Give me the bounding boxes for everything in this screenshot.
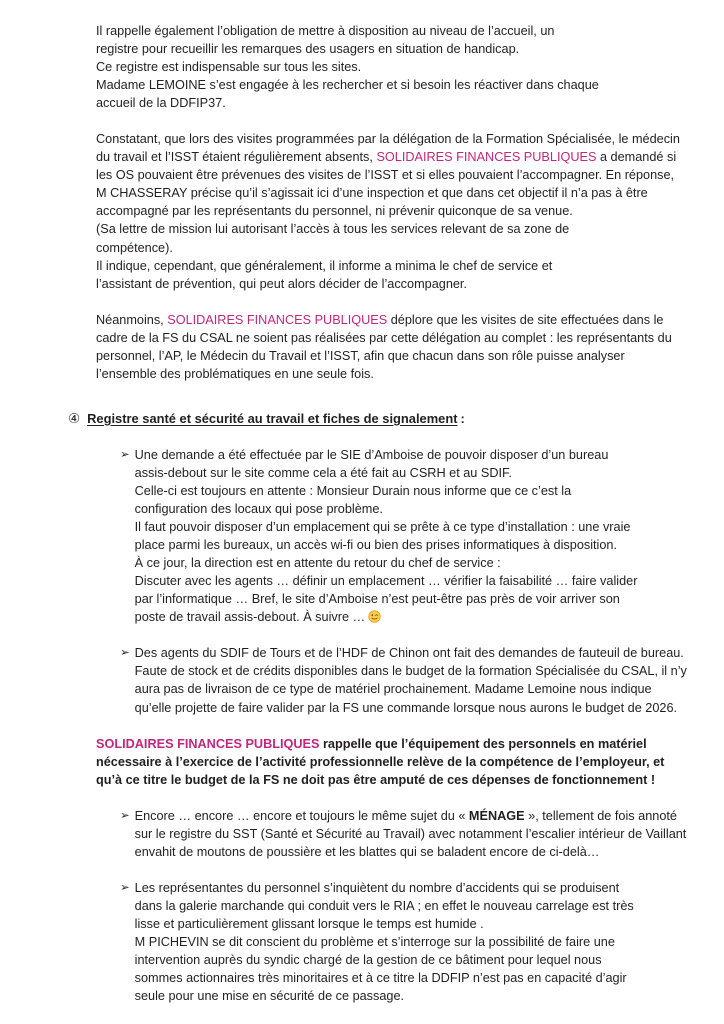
bullet-arrow-icon: ➢ — [120, 881, 130, 894]
paragraph-neanmoins — [96, 311, 688, 383]
lettre-line-1: (Sa lettre de mission lui autorisant l’accès à tous les services relevant de sa zone de — [96, 222, 570, 237]
spacer — [60, 717, 688, 735]
accidents-line-6: sommes actionnaires très minoritaires et à ce titre la DDFIP n’est pas en capacité d’agir — [134, 971, 627, 986]
bullet-arrow-icon: ➢ — [120, 647, 130, 660]
menage-text-part-2: », tellement de fois annoté sur le registre du SST (Santé et Sécurité au Travail) avec notamment l’escalier intérieur de Vaillant envahit de moutons de poussière et les blattes qui se baladent encore de ci-delà… — [134, 808, 687, 859]
bullet-line-10 — [135, 608, 688, 626]
org-name-inline: SOLIDAIRES FINANCES PUBLIQUES — [376, 150, 597, 165]
paragraph-registre-accueil — [96, 22, 688, 112]
section-title: Registre santé et sécurité au travail et fiches de signalement — [87, 410, 458, 426]
menage-text-part-1: Encore … encore … encore et toujours le même sujet du « — [134, 808, 469, 823]
bullet-demande-bureau — [120, 446, 688, 626]
spacer — [60, 789, 688, 807]
bullet-line-3: Celle-ci est toujours en attente : Monsieur Durain nous informe que ce c’est la — [134, 483, 572, 498]
intro-line-3: Ce registre est indispensable sur tous les sites. — [96, 60, 362, 75]
section-heading — [68, 410, 688, 428]
bullet-line-6: place parmi les bureaux, un accès wi-fi ou bien des prises informatiques à disposition. — [134, 538, 618, 553]
accidents-line-1: Les représentantes du personnel s’inquiètent du nombre d’accidents qui se produisent — [134, 880, 620, 895]
accidents-line-4: M PICHEVIN se dit conscient du problème et s’interroge sur la possibilité de faire une — [134, 934, 615, 949]
bullet-line-7: À ce jour, la direction est en attente du retour du chef de service : — [134, 556, 501, 571]
spacer — [60, 293, 688, 311]
bullet-menage — [120, 807, 688, 861]
intro-line-4: Madame LEMOINE s’est engagée à les rechercher et si besoin les réactiver dans chaque — [96, 78, 599, 93]
winking-face-emoji — [368, 610, 381, 623]
bullet-fauteuils-text: Des agents du SDIF de Tours et de l’HDF de Chinon ont fait des demandes de fauteuil de bureau. Faute de stock et de crédits disponibles dans le budget de la formation Spécialisée du CSAL, il n’y aura pas de livraison de ce type de matériel prochainement. Madame Lemoine nous indique qu’elle projette de faire valider par la FS une commande lorsque nous aurons le budget de 2026. — [134, 646, 687, 715]
intro-line-1: Il rappelle également l’obligation de mettre à disposition au niveau de l’accueil, un — [96, 24, 555, 38]
bullet-line-9: par l’informatique … Bref, le site d’Amboise n’est peut-être pas près de voir arriver son — [134, 592, 620, 607]
spacer — [60, 428, 688, 446]
bullet-line-8: Discuter avec les agents … définir un emplacement … vérifier la faisabilité … faire valider — [134, 574, 638, 589]
accidents-line-2: dans la galerie marchande qui conduit vers le RIA ; en effet le nouveau carrelage est très — [134, 898, 634, 913]
spacer — [60, 401, 688, 410]
bullet-line-10-text: poste de travail assis-debout. À suivre … — [134, 610, 366, 625]
org-name-inline: SOLIDAIRES FINANCES PUBLIQUES — [96, 736, 320, 751]
accidents-line-7: seule pour une mise en sécurité de ce passage. — [134, 989, 405, 1004]
circled-number-icon: ④ — [68, 410, 81, 426]
bullet-arrow-icon: ➢ — [120, 809, 130, 822]
indique-line-1: Il indique, cependant, que généralement, il informe a minima le chef de service et — [96, 258, 553, 273]
bullet-line-1: Une demande a été effectuée par le SIE d’Amboise de pouvoir disposer d’un bureau — [134, 447, 609, 462]
section-title-colon: : — [460, 410, 465, 426]
rappelle-text: rappelle que l’équipement des personnels en matériel nécessaire à l’exercice de l’activité professionnelle relève de la compétence de l’employeur, et qu’à ce titre le budget de la FS ne doit pas être amputé de ces dépenses de fonctionnement ! — [96, 736, 665, 787]
paragraph-lettre-mission — [96, 220, 688, 292]
bullet-line-4: configuration des locaux qui pose problème. — [134, 502, 383, 517]
indique-line-2: l’assistant de prévention, qui peut alors décider de l’accompagner. — [96, 276, 467, 291]
accidents-line-3: lisse et particulièrement glissant lorsque le temps est humide . — [134, 916, 484, 931]
bullet-line-2: assis-debout sur le site comme cela a été fait au CSRH et au SDIF. — [134, 465, 512, 480]
accidents-line-5: intervention auprès du syndic chargé de la gestion de ce bâtiment pour lequel nous — [134, 953, 602, 968]
spacer — [60, 112, 688, 130]
neanmoins-text-part-1: Néanmoins, — [96, 312, 168, 327]
bullet-arrow-icon: ➢ — [120, 448, 130, 461]
spacer — [60, 383, 688, 401]
paragraph-visites-programmees — [96, 130, 688, 220]
bullet-menage-body — [135, 807, 688, 861]
org-name-inline: SOLIDAIRES FINANCES PUBLIQUES — [167, 312, 388, 327]
lettre-line-2: compétence). — [96, 240, 173, 255]
spacer — [60, 626, 688, 644]
intro-line-5: accueil de la DDFIP37. — [96, 96, 226, 111]
bullet-demande-bureau-body — [135, 446, 688, 626]
bullet-fauteuils — [120, 644, 688, 716]
intro-line-2: registre pour recueillir les remarques des usagers en situation de handicap. — [96, 42, 520, 57]
visites-text-part-2: a demandé si les OS pouvaient être prévenues des visites de l’ISST et si elles pouvaient l’accompagner. En réponse, M CHASSERAY précise qu’il s’agissait ici d’une inspection et que dans cet objectif il n’a pas à être accompagné par les représentants du personnel, ni prévenir quiconque de sa venue. — [96, 150, 677, 219]
spacer — [60, 861, 688, 879]
bullet-line-5: Il faut pouvoir disposer d’un emplacement qui se prête à ce type d’installation : une vraie — [134, 520, 631, 535]
bullet-accidents-body — [135, 879, 688, 1005]
bullet-accidents-galerie — [120, 879, 688, 1005]
neanmoins-text-part-2: déplore que les visites de site effectuées dans le cadre de la FS du CSAL ne soient pas réalisées par cette délégation au complet : les représentants du personnel, l’AP, le Médecin du Travail et l’ISST, afin que chacun dans son rôle puisse analyser l’ensemble des problématiques en une seule fois. — [96, 312, 672, 381]
paragraph-rappelle-equipement — [96, 735, 688, 789]
visites-text-part-1: Constatant, que lors des visites programmées par la délégation de la Formation Spécialisée, le médecin du travail et l’ISST étaient régulièrement absents, — [96, 132, 680, 165]
menage-emphasis: MÉNAGE — [468, 808, 525, 823]
